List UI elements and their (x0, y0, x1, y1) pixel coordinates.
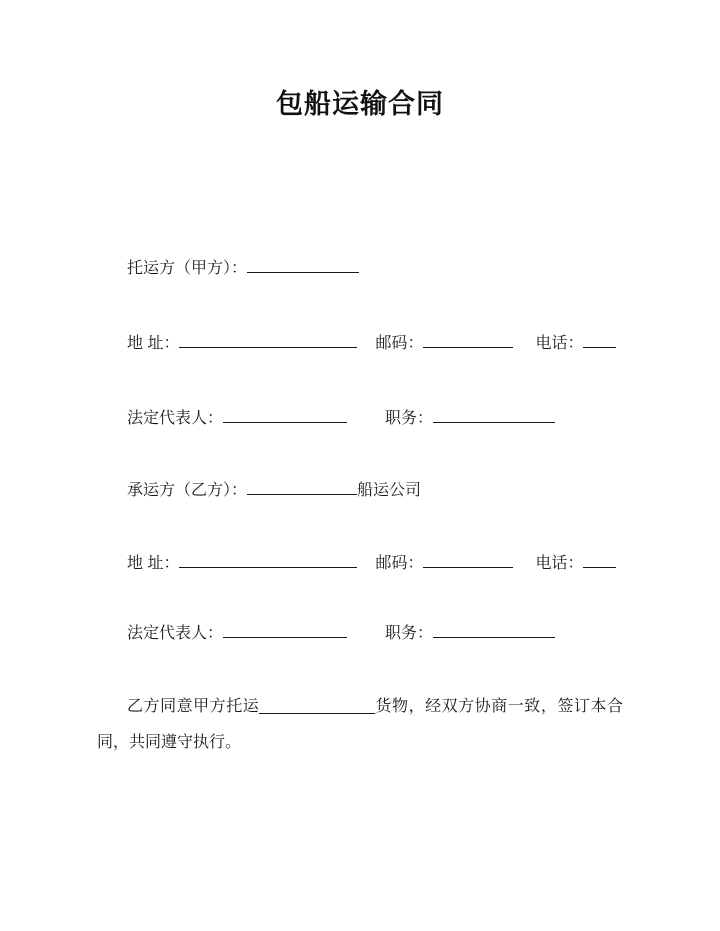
carrier-name-blank (247, 476, 357, 495)
carrier-postcode-blank (423, 549, 513, 568)
carrier-address-row (127, 549, 616, 575)
shipper-legal-rep-label: 法定代表人： (127, 410, 224, 427)
carrier-row (127, 476, 421, 502)
shipper-phone-label: 电话： (535, 335, 584, 352)
shipper-address-row (127, 329, 616, 355)
carrier-position-blank (433, 619, 555, 638)
shipper-position-label: 职务： (385, 410, 434, 427)
shipper-legal-rep-blank (223, 404, 347, 423)
agreement-paragraph (97, 689, 623, 761)
shipper-postcode-blank (423, 329, 513, 348)
shipper-name-blank (247, 254, 359, 273)
carrier-address-blank (179, 549, 357, 568)
carrier-address-label: 地 址： (127, 555, 180, 572)
shipper-postcode-label: 邮码： (375, 335, 424, 352)
carrier-legal-rep-row (127, 619, 555, 645)
agreement-text-before: 乙方同意甲方托运 (127, 698, 260, 715)
document-title: 包船运输合同 (276, 89, 444, 119)
carrier-label: 承运方（乙方）： (127, 482, 248, 499)
shipper-phone-blank (583, 329, 616, 348)
carrier-phone-blank (583, 549, 616, 568)
carrier-name-suffix: 船运公司 (357, 482, 422, 499)
agreement-cargo-blank: _____________ (259, 698, 375, 715)
carrier-legal-rep-label: 法定代表人： (127, 625, 224, 642)
shipper-address-blank (179, 329, 357, 348)
shipper-label: 托运方（甲方）： (127, 260, 248, 277)
shipper-position-blank (433, 404, 555, 423)
shipper-row (127, 254, 359, 280)
carrier-phone-label: 电话： (535, 555, 584, 572)
carrier-postcode-label: 邮码： (375, 555, 424, 572)
carrier-legal-rep-blank (223, 619, 347, 638)
agreement-text-after: 货物，经双方协商一致，签订本合同，共同遵守执行。 (97, 698, 623, 751)
shipper-address-label: 地 址： (127, 335, 180, 352)
shipper-legal-rep-row (127, 404, 555, 430)
carrier-position-label: 职务： (385, 625, 434, 642)
